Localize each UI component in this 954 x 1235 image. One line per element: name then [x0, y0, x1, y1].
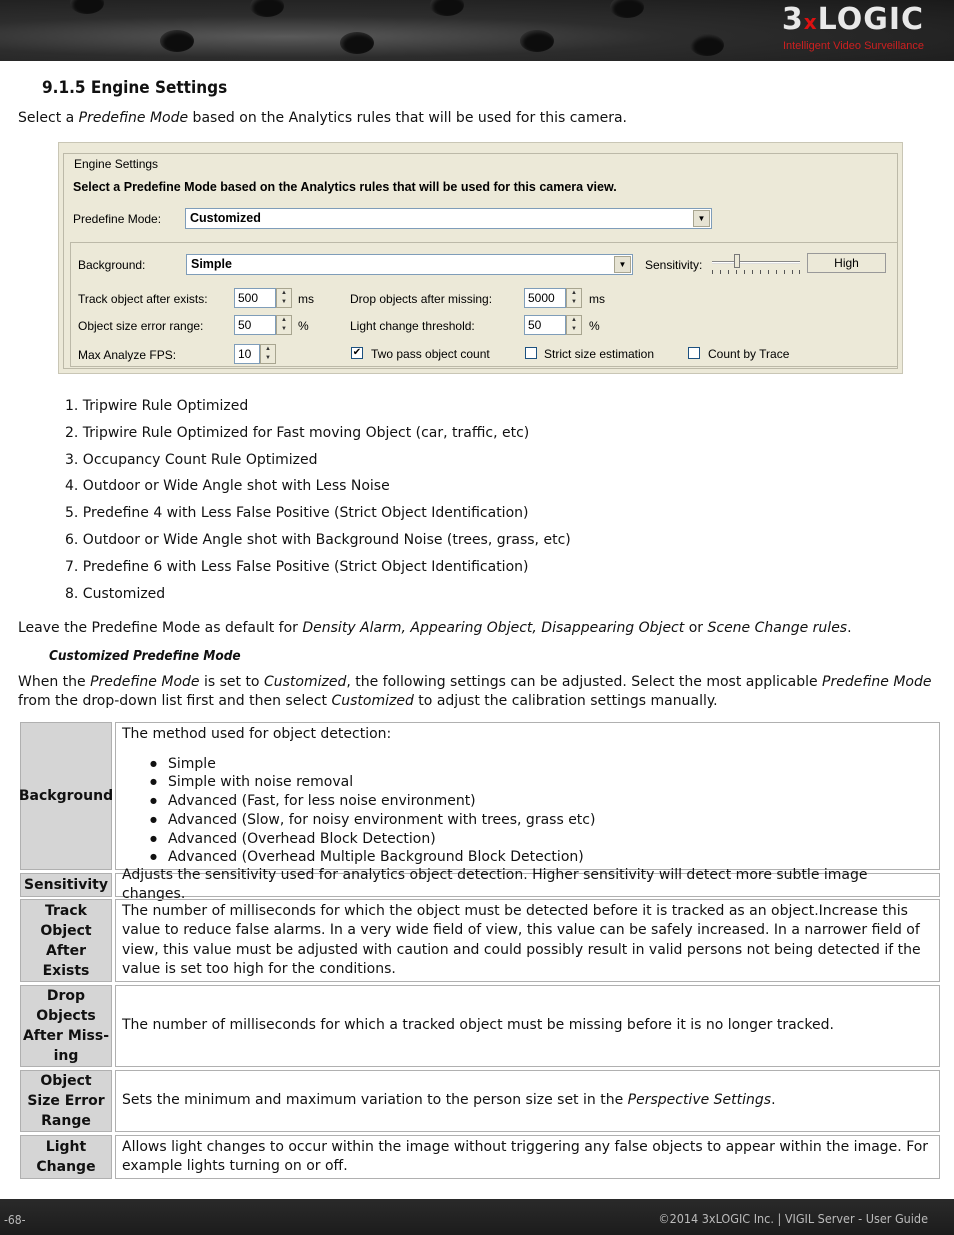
term-cell: Track Object After Exists [20, 899, 112, 982]
sensitivity-label: Sensitivity: [645, 258, 703, 272]
copyright-text: ©2014 3xLOGIC Inc. | VIGIL Server - User Guide [658, 1211, 928, 1226]
spin-down-icon[interactable]: ▼ [281, 299, 287, 305]
list-item: ● Advanced (Fast, for less noise environment) [168, 792, 933, 811]
list-item: ● Advanced (Overhead Block Detection) [168, 830, 933, 849]
spin-down-icon[interactable]: ▼ [281, 326, 287, 332]
count-trace-label: Count by Trace [708, 347, 790, 361]
banner-texture [690, 34, 724, 56]
track-object-spinner[interactable] [234, 288, 287, 308]
table-row [20, 1070, 941, 1132]
table-row [20, 899, 941, 982]
background-methods-list [168, 755, 933, 868]
logo-wordmark: 3xLOGIC [781, 2, 924, 37]
term-cell: Drop Objects After Miss-ing [20, 985, 112, 1067]
customized-subtitle: Customized Predefine Mode [49, 648, 241, 664]
description-cell [115, 722, 940, 870]
background-label: Background: [78, 258, 146, 272]
count-trace-checkbox[interactable] [688, 347, 700, 359]
spin-up-icon[interactable]: ▲ [265, 346, 271, 352]
banner-texture [610, 0, 644, 18]
spinner-buttons[interactable] [566, 288, 582, 308]
track-object-value: 500 [238, 291, 259, 305]
max-fps-value: 10 [238, 347, 252, 361]
description-cell: Adjusts the sensitivity used for analytics object detection. Higher sensitivity will detect more subtle image changes. [115, 873, 940, 897]
intro-paragraph: Select a Predefine Mode based on the Analytics rules that will be used for this camera. [18, 110, 628, 126]
track-object-unit: ms [298, 292, 314, 306]
banner-texture [430, 0, 464, 16]
light-change-value: 50 [528, 318, 542, 332]
list-item: 8. Customized [65, 585, 166, 602]
max-fps-label: Max Analyze FPS: [78, 348, 177, 362]
table-row [20, 1135, 941, 1179]
spin-down-icon[interactable]: ▼ [265, 355, 271, 361]
list-item: 7. Predefine 6 with Less False Positive (Strict Object Identification) [65, 558, 529, 575]
slider-ticks [712, 270, 800, 274]
list-item: 4. Outdoor or Wide Angle shot with Less Noise [65, 478, 390, 495]
two-pass-checkbox[interactable]: ✔ [352, 347, 362, 358]
customized-settings-group [70, 242, 898, 367]
spin-up-icon[interactable]: ▲ [571, 290, 577, 296]
list-item: 1. Tripwire Rule Optimized [65, 398, 249, 414]
two-pass-label: Two pass object count [371, 347, 490, 361]
default-mode-paragraph: Leave the Predefine Mode as default for Density Alarm, Appearing Object, Disappearing Object or Scene Change rules. [18, 620, 852, 636]
description-cell: The number of milliseconds for which the object must be detected before it is tracked as an object.Increase this value to reduce false alarms. In a very wide field of view, this value can be safely increased. In a narrower field of view, this value must be adjusted with caution and could possibly result in valid persons not being detected if the value is set too high for the conditions. [115, 899, 940, 982]
light-change-label: Light change threshold: [350, 319, 475, 333]
sensitivity-slider-thumb[interactable] [734, 254, 740, 268]
list-item: 3. Occupancy Count Rule Optimized [65, 451, 318, 468]
company-logo [782, 3, 924, 53]
description-cell: Sets the minimum and maximum variation to the person size set in the Perspective Settings. [115, 1070, 940, 1132]
table-row [20, 722, 941, 870]
max-fps-spinner[interactable] [234, 344, 271, 364]
spin-up-icon[interactable]: ▲ [571, 317, 577, 323]
term-cell: Light Change [20, 1135, 112, 1179]
spinner-buttons[interactable] [276, 288, 292, 308]
background-select[interactable] [186, 254, 633, 275]
table-row [20, 985, 941, 1067]
spinner-buttons[interactable] [566, 315, 582, 335]
term-cell: Sensitivity [20, 873, 112, 897]
list-item: ● Simple [168, 755, 933, 774]
spin-up-icon[interactable]: ▲ [281, 317, 287, 323]
page-footer [0, 1199, 954, 1235]
dropdown-arrow-icon[interactable]: ▼ [614, 256, 631, 273]
strict-size-label: Strict size estimation [544, 347, 655, 361]
banner-texture [520, 30, 554, 52]
engine-settings-group [63, 153, 898, 369]
predefine-mode-label: Predefine Mode: [73, 212, 162, 226]
list-item: 6. Outdoor or Wide Angle shot with Background Noise (trees, grass, etc) [65, 531, 571, 548]
list-item: ● Simple with noise removal [168, 773, 933, 792]
track-object-label: Track object after exists: [78, 292, 208, 306]
dropdown-arrow-icon[interactable]: ▼ [693, 210, 710, 227]
list-item: 5. Predefine 4 with Less False Positive (Strict Object Identification) [65, 505, 529, 522]
banner-texture [340, 32, 374, 54]
customized-paragraph: When the Predefine Mode is set to Customized, the following settings can be adjusted. Select the most applicable Predefine Mode from the drop-down list first and then select Customized to adjust the calibration settings manually. [18, 674, 932, 709]
predefine-mode-select[interactable] [185, 208, 712, 229]
spin-down-icon[interactable]: ▼ [571, 299, 577, 305]
drop-objects-label: Drop objects after missing: [350, 292, 493, 306]
group-legend: Engine Settings [74, 157, 159, 171]
predefine-mode-value: Customized [190, 211, 261, 225]
table-row [20, 866, 941, 902]
list-item: ● Advanced (Overhead Multiple Background Block Detection) [168, 848, 933, 867]
list-item: 2. Tripwire Rule Optimized for Fast moving Object (car, traffic, etc) [65, 424, 530, 441]
banner-texture [70, 0, 104, 14]
light-change-unit: % [589, 319, 600, 333]
page-number: -68- [4, 1213, 26, 1227]
logo-tagline: Intelligent Video Surveillance [782, 40, 924, 52]
term-cell: Background [20, 722, 112, 870]
predefine-mode-list [65, 397, 571, 611]
light-change-spinner[interactable] [524, 315, 577, 335]
spin-down-icon[interactable]: ▼ [571, 326, 577, 332]
spin-up-icon[interactable]: ▲ [281, 290, 287, 296]
size-error-unit: % [298, 319, 309, 333]
drop-objects-unit: ms [589, 292, 605, 306]
sensitivity-slider[interactable] [712, 261, 800, 264]
sensitivity-value-box: High [807, 253, 886, 273]
section-title: 9.1.5 Engine Settings [42, 78, 228, 98]
engine-settings-dialog [58, 142, 903, 374]
term-cell: Object Size Error Range [20, 1070, 112, 1132]
drop-objects-value: 5000 [528, 291, 555, 305]
spinner-buttons[interactable] [276, 315, 292, 335]
banner-texture [250, 0, 284, 17]
drop-objects-spinner[interactable] [524, 288, 577, 308]
description-cell: The number of milliseconds for which a tracked object must be missing before it is no longer tracked. [115, 985, 940, 1067]
size-error-label: Object size error range: [78, 319, 204, 333]
size-error-value: 50 [238, 318, 252, 332]
dialog-instruction: Select a Predefine Mode based on the Analytics rules that will be used for this camera view. [73, 180, 617, 194]
banner-texture [160, 30, 194, 52]
spinner-buttons[interactable] [260, 344, 276, 364]
description-text: The method used for object detection: [122, 726, 392, 742]
description-cell: Allows light changes to occur within the image without triggering any false objects to appear within the image. For example lights turning on or off. [115, 1135, 940, 1179]
background-value: Simple [191, 257, 232, 271]
header-banner [0, 0, 954, 61]
size-error-spinner[interactable] [234, 315, 287, 335]
list-item: ● Advanced (Slow, for noisy environment with trees, grass etc) [168, 811, 933, 830]
strict-size-checkbox[interactable] [525, 347, 537, 359]
